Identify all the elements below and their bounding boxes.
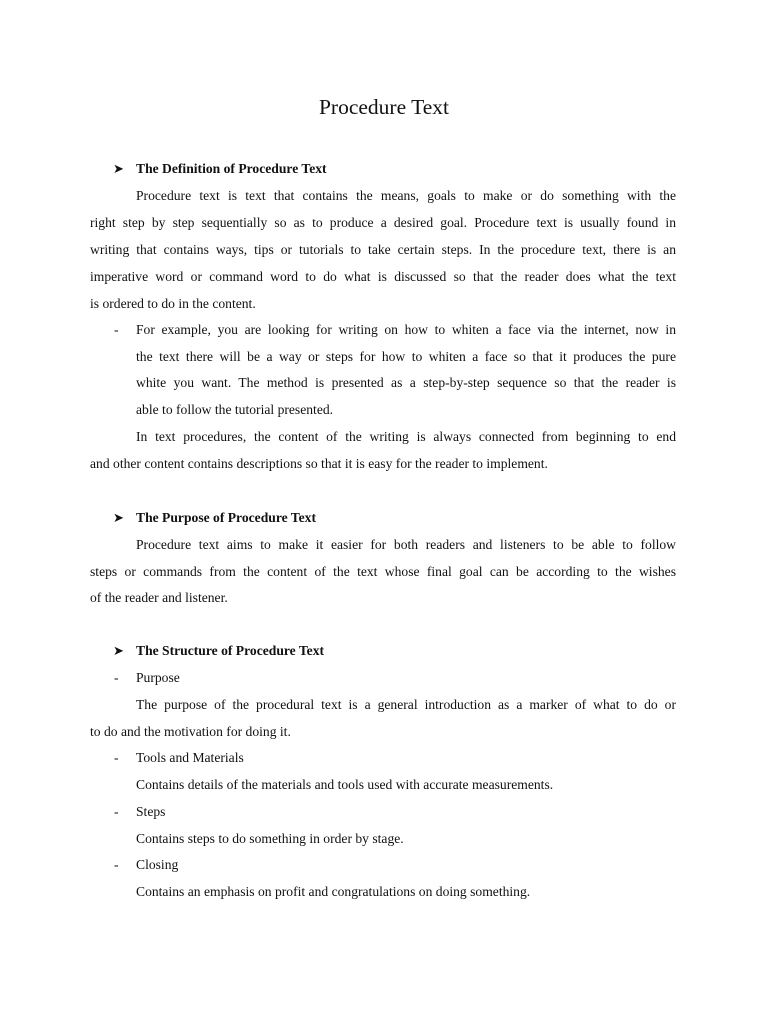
example-line: For example, you are looking for writing on how to whiten a face via the internet, now in [136,322,676,337]
section-heading-definition: The Definition of Procedure Text [136,161,327,176]
structure-item-desc: The purpose of the procedural text is a general introduction as a marker of what to do or [136,697,676,712]
example-line: white you want. The method is presented as a step-by-step sequence so that the reader is [136,375,676,390]
structure-item-desc: Contains an emphasis on profit and congratulations on doing something. [136,884,531,899]
structure-item-label: Tools and Materials [136,750,244,765]
arrow-bullet-icon: ➤ [113,161,124,176]
structure-item-desc: Contains details of the materials and tools used with accurate measurements. [136,777,554,792]
paragraph-line: of the reader and listener. [90,590,228,605]
structure-item-label: Steps [136,804,166,819]
dash-bullet: - [114,804,119,819]
page-title: Procedure Text [318,95,450,119]
dash-bullet: - [114,750,119,765]
paragraph-line: In text procedures, the content of the writing is always connected from beginning to end [136,429,676,444]
paragraph-line: Procedure text aims to make it easier for both readers and listeners to be able to follow [136,537,676,552]
dash-bullet: - [114,322,119,337]
arrow-bullet-icon: ➤ [113,510,124,525]
paragraph-line: right step by step sequentially so as to produce a desired goal. Procedure text is usually found in [90,215,676,230]
paragraph-line: is ordered to do in the content. [90,296,256,311]
structure-item-label: Purpose [136,670,180,685]
paragraph-line: Procedure text is text that contains the means, goals to make or do something with the [136,188,676,203]
example-line: the text there will be a way or steps for how to whiten a face so that it produces the pure [136,349,676,364]
paragraph-line: imperative word or command word to do what is discussed so that the reader does what the text [90,269,676,284]
dash-bullet: - [114,857,119,872]
section-heading-purpose: The Purpose of Procedure Text [136,510,316,525]
paragraph-line: and other content contains descriptions so that it is easy for the reader to implement. [90,456,548,471]
section-heading-structure: The Structure of Procedure Text [136,643,325,658]
paragraph-line: steps or commands from the content of the text whose final goal can be according to the wishes [90,564,676,579]
arrow-bullet-icon: ➤ [113,643,124,658]
dash-bullet: - [114,670,119,685]
structure-item-desc: to do and the motivation for doing it. [90,724,291,739]
structure-item-label: Closing [136,857,179,872]
paragraph-line: writing that contains ways, tips or tutorials to take certain steps. In the procedure text, there is an [90,242,676,257]
example-line: able to follow the tutorial presented. [136,402,334,417]
structure-item-desc: Contains steps to do something in order by stage. [136,831,404,846]
